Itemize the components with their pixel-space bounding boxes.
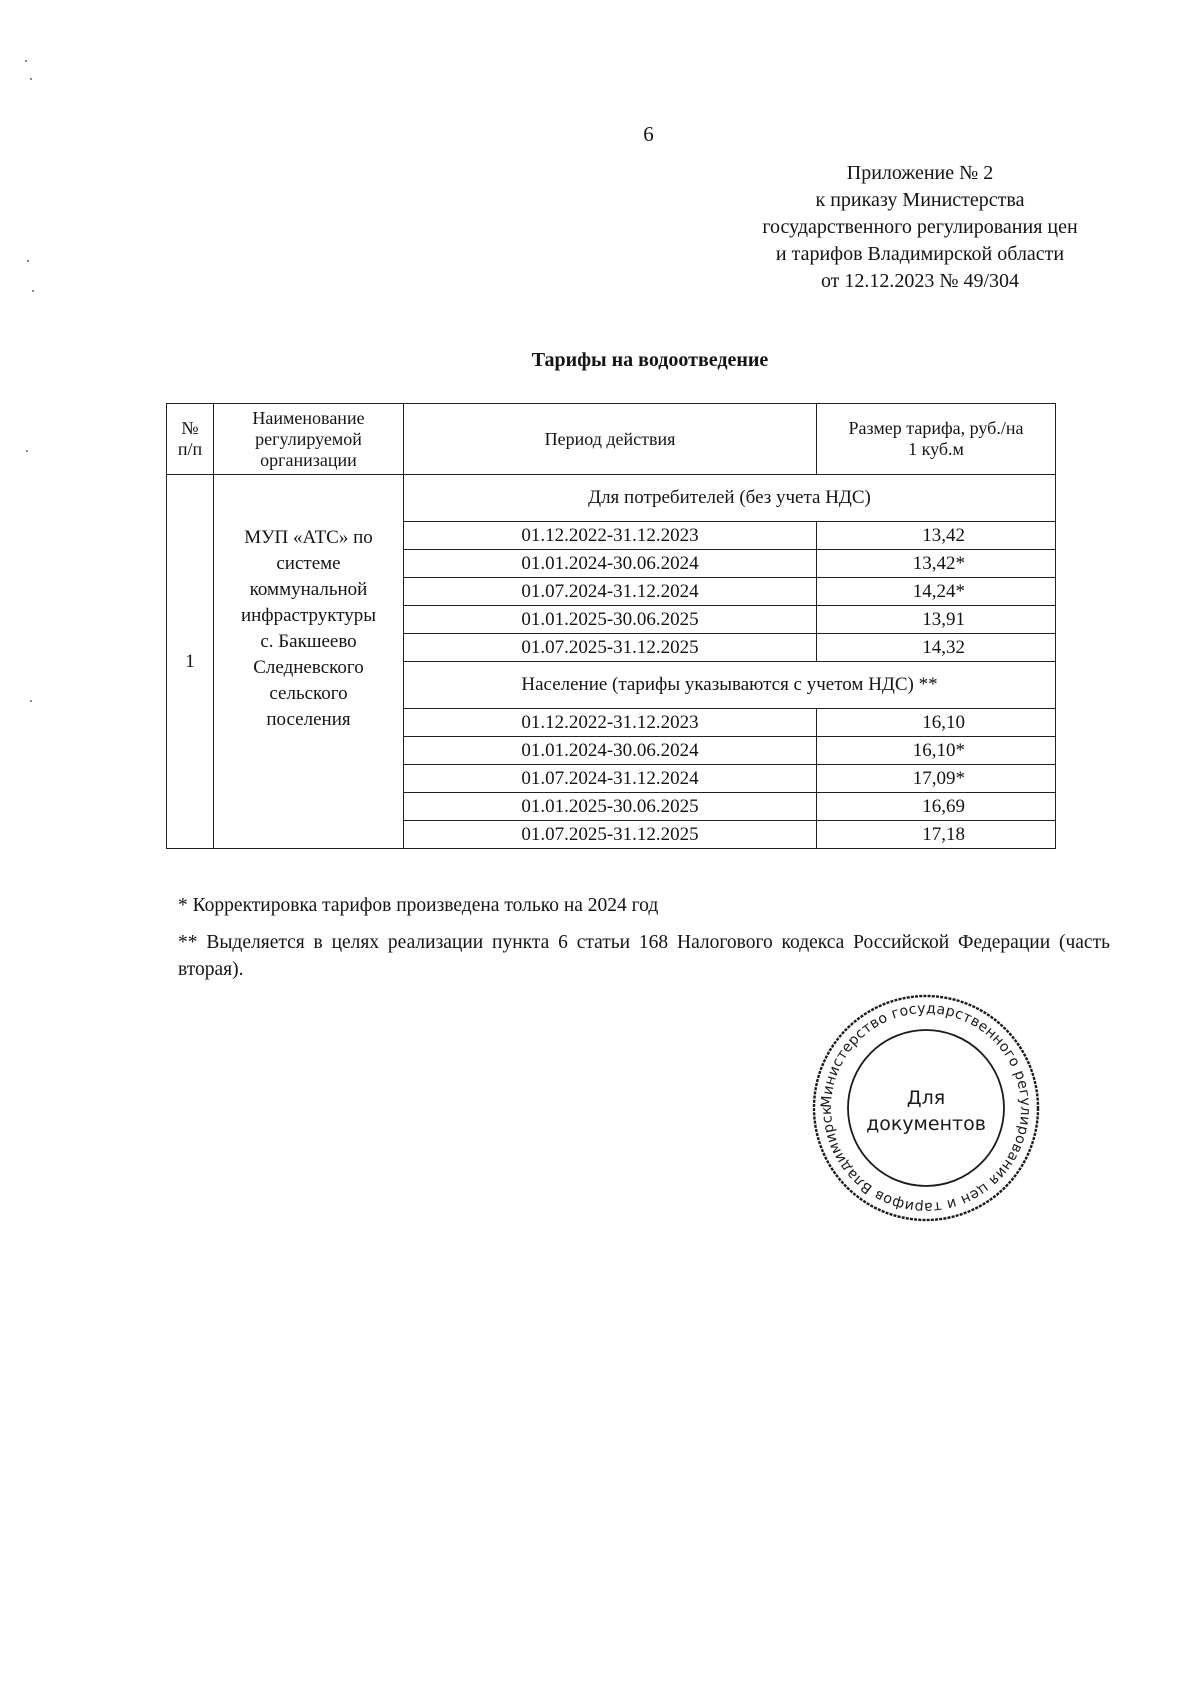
header-rate-line: Размер тарифа, руб./на <box>848 418 1024 438</box>
rate-cell: 14,24* <box>817 578 1056 606</box>
section-label: Население (тарифы указываются с учетом НДС) ** <box>404 662 1056 709</box>
rate-cell: 14,32 <box>817 634 1056 662</box>
rate-cell: 16,10* <box>817 737 1056 765</box>
scan-speck <box>32 290 34 292</box>
organization-name <box>214 475 404 849</box>
organization-line: с. Бакшеево <box>260 631 357 652</box>
appendix-line: Приложение № 2 <box>846 162 994 184</box>
rate-cell: 17,18 <box>817 821 1056 849</box>
document-title: Тарифы на водоотведение <box>531 349 769 371</box>
stamp-ring-text: Министерство государственного регулирования цен и тарифов Владимирск <box>818 1000 1034 1216</box>
section-label: Для потребителей (без учета НДС) <box>404 475 1056 522</box>
period-cell: 01.12.2022-31.12.2023 <box>404 522 817 550</box>
organization-line: МУП «АТС» по <box>244 527 373 548</box>
header-org-line: регулируемой <box>255 428 362 449</box>
page-number: 6 <box>643 122 654 146</box>
organization-line: сельского <box>269 683 348 704</box>
period-cell: 01.01.2024-30.06.2024 <box>404 737 817 765</box>
organization-line: коммунальной <box>249 579 368 600</box>
rate-cell: 16,69 <box>817 793 1056 821</box>
scan-speck <box>25 60 27 62</box>
footnote: * Корректировка тарифов произведена только на 2024 год <box>178 895 659 916</box>
rate-cell: 17,09* <box>817 765 1056 793</box>
official-stamp <box>806 988 1046 1233</box>
period-cell: 01.07.2025-31.12.2025 <box>404 821 817 849</box>
header-org-line: организации <box>260 449 357 470</box>
header-org-line: Наименование <box>252 407 365 428</box>
appendix-line: государственного регулирования цен <box>762 216 1078 238</box>
rate-cell: 13,91 <box>817 606 1056 634</box>
header-organization <box>214 404 404 475</box>
section-row <box>167 475 1056 522</box>
period-cell: 01.12.2022-31.12.2023 <box>404 709 817 737</box>
scan-speck <box>30 700 32 702</box>
scan-speck <box>30 78 32 80</box>
row-number: 1 <box>167 475 214 849</box>
scan-speck <box>26 450 28 452</box>
footnote: ** Выделяется в целях реализации пункта 6 статьи 168 Налогового кодекса Российской Федерации (часть вторая). <box>178 932 1110 980</box>
rate-cell: 16,10 <box>817 709 1056 737</box>
appendix-line: от 12.12.2023 № 49/304 <box>820 270 1020 292</box>
header-number-line: № <box>181 418 199 438</box>
period-cell: 01.07.2024-31.12.2024 <box>404 765 817 793</box>
table-header-row <box>167 404 1056 475</box>
stamp-center-line: документов <box>866 1113 986 1135</box>
header-number-line: п/п <box>177 439 203 459</box>
footnotes <box>178 892 1110 993</box>
header-rate-line: 1 куб.м <box>908 439 964 459</box>
appendix-line: к приказу Министерства <box>815 189 1025 211</box>
organization-line: поселения <box>266 709 351 730</box>
header-number <box>167 404 214 475</box>
period-cell: 01.01.2025-30.06.2025 <box>404 606 817 634</box>
header-rate <box>817 404 1056 475</box>
organization-line: системе <box>276 553 341 574</box>
header-period: Период действия <box>404 404 817 475</box>
appendix-header <box>700 160 1140 295</box>
stamp-center-line: Для <box>906 1087 946 1109</box>
stamp-seal <box>806 988 1046 1228</box>
rate-cell: 13,42* <box>817 550 1056 578</box>
tariff-table <box>166 403 1056 849</box>
period-cell: 01.01.2024-30.06.2024 <box>404 550 817 578</box>
period-cell: 01.01.2025-30.06.2025 <box>404 793 817 821</box>
organization-line: Следневского <box>253 657 364 678</box>
period-cell: 01.07.2024-31.12.2024 <box>404 578 817 606</box>
scan-speck <box>27 260 29 262</box>
organization-line: инфраструктуры <box>240 605 377 626</box>
appendix-line: и тарифов Владимирской области <box>775 243 1065 265</box>
period-cell: 01.07.2025-31.12.2025 <box>404 634 817 662</box>
rate-cell: 13,42 <box>817 522 1056 550</box>
